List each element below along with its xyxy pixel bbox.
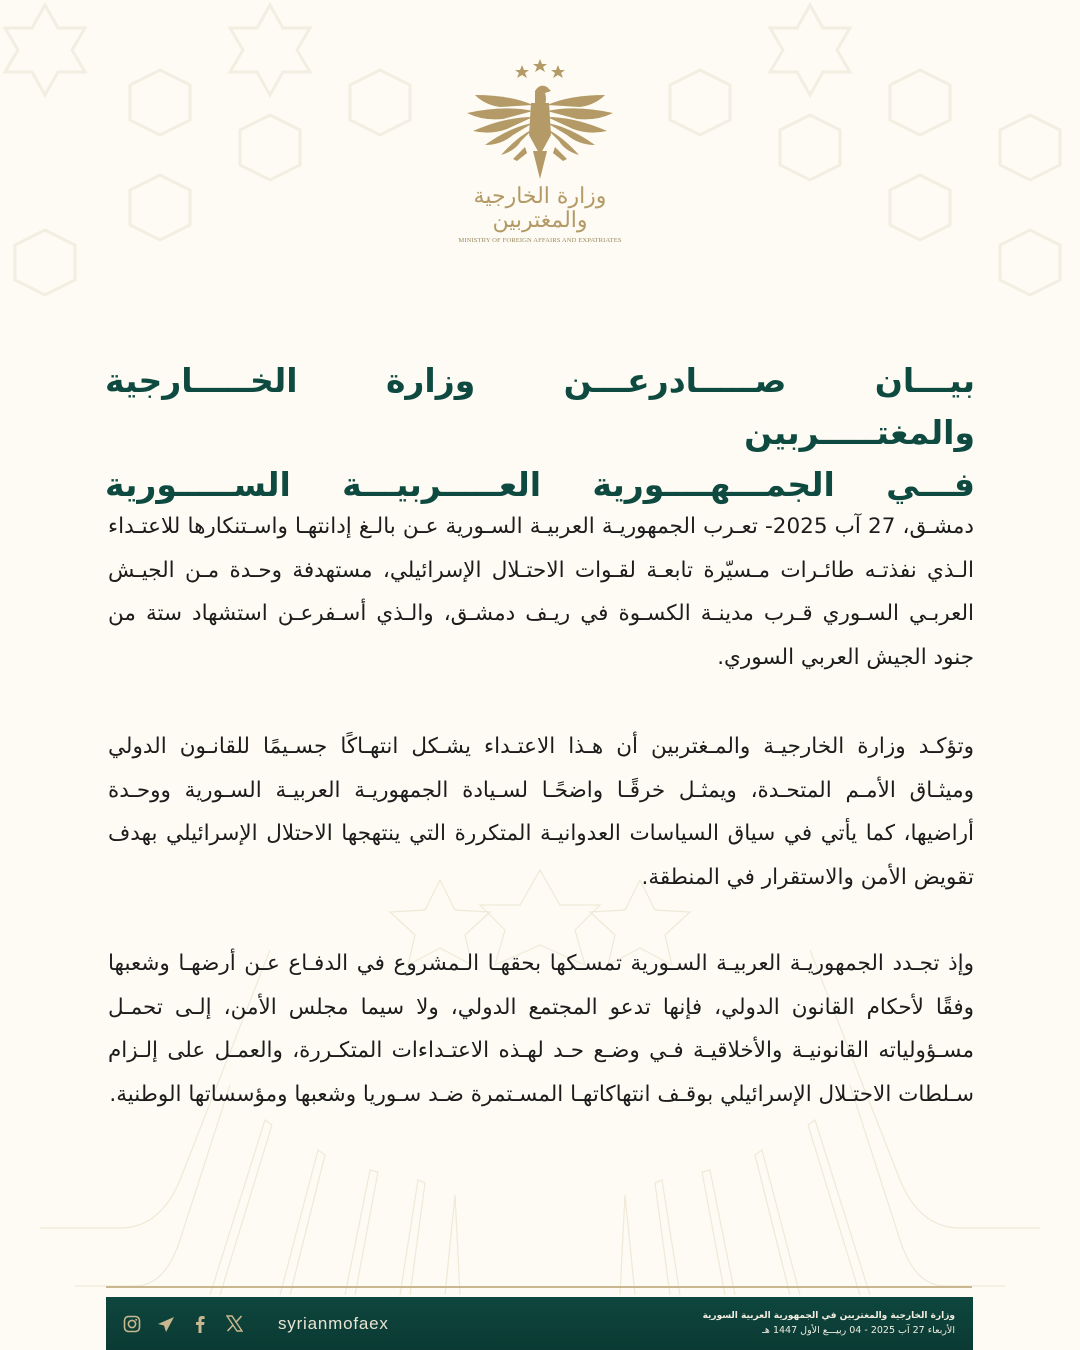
- statement-title: [105, 355, 975, 511]
- footer-bar: [106, 1297, 973, 1350]
- facebook-icon[interactable]: [190, 1314, 210, 1334]
- eagle-emblem-icon: [455, 55, 625, 183]
- title-line-1: بيـــان صـــــادرعـــن وزارة الخـــــارجية والمغتـــــربين: [105, 361, 975, 452]
- statement-paragraph-3: وإذ تجـدد الجمهوريـة العربيـة السـورية تمسـكها بحقهـا الـمشروع في الدفـاع عـن أرضهـا وشعبها وفقًا لأحكام القانون الدولي، فإنها تدعو المجتمع الدولي، ولا سيما مجلس الأمن، إلـى تحمـل مسـؤولياته القانونيـة والأخلاقيـة فـي وضـع حـد لهـذه الاعتـداءات المتكـررة، والعمـل على إلـزام سـلطات الاحتـلال الإسرائيلي بوقـف انتهاكاتهـا المسـتمرة ضـد سـوريا وشعبها ومؤسساتها الوطنية.: [108, 951, 974, 1107]
- ministry-name-english: MINISTRY OF FOREIGN AFFAIRS AND EXPATRIATES: [458, 237, 622, 245]
- title-line-2: فـــي الجمـــهــــورية العـــــربيـــة الســـــورية: [105, 465, 975, 504]
- x-icon[interactable]: [224, 1314, 244, 1334]
- instagram-icon[interactable]: [122, 1314, 142, 1334]
- gold-divider: [106, 1286, 972, 1288]
- footer-date: الأربعاء 27 آب 2025 - 04 ربيـــع الأول 1447 هـ: [762, 1324, 955, 1336]
- social-links: [106, 1314, 389, 1334]
- statement-paragraph-2: وتؤكـد وزارة الخارجيـة والمـغتربين أن هـذا الاعتـداء يشـكل انتهـاكًا جسـيمًا للقانـون الدولي وميثـاق الأمـم المتحـدة، ويمثـل خرقًـا واضحًـا لسـيادة الجمهوريـة العربيـة السـورية ووحـدة أراضيها، كما يأتي في سياق السياسات العدوانيـة المتكررة التي ينتهجها الاحتلال الإسرائيلي بهدف تقويض الأمن والاستقرار في المنطقة.: [108, 734, 974, 890]
- ministry-logo: [440, 55, 640, 245]
- ministry-name-arabic: وزارة الخارجية والمغتربين: [473, 184, 607, 234]
- footer-organization: وزارة الخارجية والمغتربين في الجمهورية العربية السورية: [702, 1310, 955, 1321]
- telegram-icon[interactable]: [156, 1314, 176, 1334]
- footer-info: [703, 1309, 973, 1339]
- statement-paragraph-1: دمشـق، 27 آب 2025- تعـرب الجمهوريـة العربيـة السـورية عـن بالـغ إدانتهـا واسـتنكارها للاعتـداء الـذي نفذتـه طائـرات مـسيّرة تابعـة لقـوات الاحتـلال الإسرائيلي، مستهدفة وحـدة مـن الجيـش العربـي السـوري قـرب مدينـة الكسـوة في ريـف دمشـق، والـذي أسـفرعـن استشهاد ستة من جنود الجيش العربي السوري.: [108, 514, 974, 670]
- social-handle[interactable]: syrianmofaex: [278, 1313, 389, 1333]
